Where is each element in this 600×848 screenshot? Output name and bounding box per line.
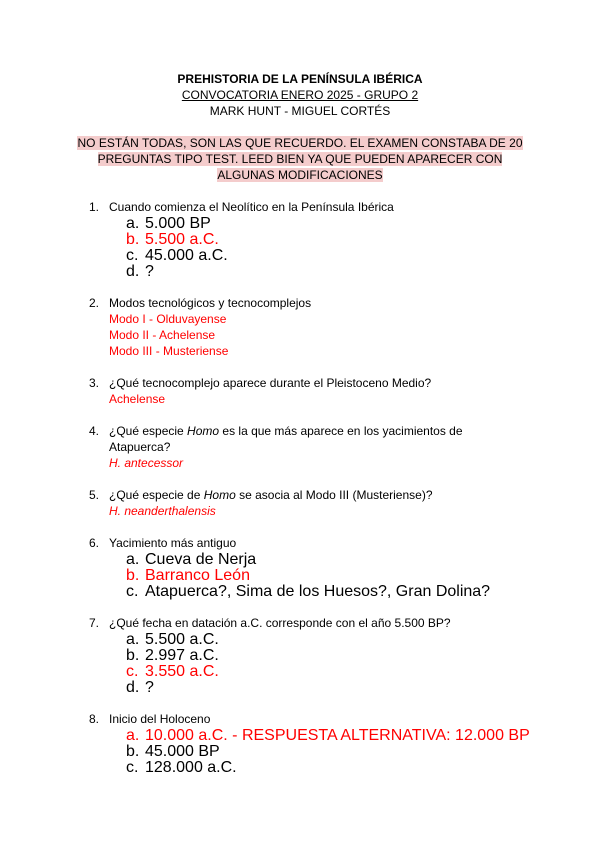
option-letter: c. (126, 759, 139, 776)
option-text: Atapuerca?, Sima de los Huesos?, Gran Dolina? (145, 583, 491, 600)
question-text: Atapuerca? (109, 440, 171, 454)
option-letter: a. (126, 727, 140, 744)
option-item (0, 647, 600, 663)
answer-text: Achelense (109, 392, 166, 406)
question-number: 1. (89, 200, 100, 214)
option-letter: d. (126, 263, 140, 280)
option-text: 128.000 a.C. (145, 759, 237, 776)
option-item (0, 215, 600, 231)
option-text: ? (145, 679, 154, 696)
document-title: PREHISTORIA DE LA PENÍNSULA IBÉRICA (177, 72, 423, 86)
option-text: 45.000 a.C. (145, 247, 228, 264)
option-text: 45.000 BP (145, 743, 220, 760)
question-number: 7. (89, 616, 100, 630)
answer-text: Modo II - Achelense (109, 328, 216, 342)
question-text: Inicio del Holoceno (109, 712, 211, 726)
option-letter: d. (126, 679, 140, 696)
question-number: 6. (89, 536, 100, 550)
option-letter: a. (126, 215, 140, 232)
option-text: 5.500 a.C. (145, 631, 219, 648)
option-item (0, 263, 600, 279)
answer-text: Modo I - Olduvayense (109, 312, 227, 326)
question-text-part: es la que más aparece en los yacimientos de (219, 424, 463, 438)
question-text-part: ¿Qué especie (109, 424, 188, 438)
option-text: ? (145, 263, 154, 280)
question-number: 3. (89, 376, 100, 390)
option-item-correct (0, 663, 600, 679)
question-text: Cuando comienza el Neolítico en la Península Ibérica (109, 200, 394, 214)
notice-box (70, 135, 530, 183)
option-item (0, 631, 600, 647)
option-item (0, 551, 600, 567)
option-letter: a. (126, 631, 140, 648)
option-text: 5.500 a.C. (145, 231, 219, 248)
option-letter: b. (126, 231, 140, 248)
question-text-part: ¿Qué especie de (109, 488, 204, 502)
question-text: Yacimiento más antiguo (109, 536, 237, 550)
option-item (0, 583, 600, 599)
notice-line-2: PREGUNTAS TIPO TEST. LEED BIEN YA QUE PUEDEN APARECER CON (97, 152, 503, 166)
option-text: Barranco León (145, 567, 250, 584)
notice-line-1: NO ESTÁN TODAS, SON LAS QUE RECUERDO. EL EXAMEN CONSTABA DE 20 (77, 136, 523, 150)
answer-text: Modo III - Musteriense (109, 344, 229, 358)
question-number: 4. (89, 424, 100, 438)
option-item (0, 743, 600, 759)
option-letter: b. (126, 647, 140, 664)
italic-term: Homo (203, 488, 236, 502)
option-item (0, 759, 600, 775)
question-text (109, 487, 479, 503)
option-text: 3.550 a.C. (145, 663, 219, 680)
question-text: ¿Qué tecnocomplejo aparece durante el Pleistoceno Medio? (109, 376, 432, 390)
notice-line-3: ALGUNAS MODIFICACIONES (217, 168, 383, 182)
italic-term: Homo (187, 424, 220, 438)
question-number: 2. (89, 296, 100, 310)
option-item-correct (0, 727, 600, 743)
document-subtitle: CONVOCATORIA ENERO 2025 - GRUPO 2 (181, 88, 419, 102)
option-item (0, 247, 600, 263)
question-text: ¿Qué fecha en datación a.C. corresponde con el año 5.500 BP? (109, 616, 451, 630)
option-text: 2.997 a.C. (145, 647, 219, 664)
option-item (0, 679, 600, 695)
answer-text: H. neanderthalensis (109, 504, 216, 518)
option-item-correct (0, 231, 600, 247)
option-letter: c. (126, 663, 139, 680)
option-text: 10.000 a.C. - RESPUESTA ALTERNATIVA: 12.000 BP (145, 727, 530, 744)
option-letter: a. (126, 551, 140, 568)
option-item-correct (0, 567, 600, 583)
answer-text: H. antecessor (109, 456, 184, 470)
question-text (109, 423, 479, 439)
question-text-part: se asocia al Modo III (Musteriense)? (235, 488, 433, 502)
option-letter: b. (126, 567, 140, 584)
question-number: 5. (89, 488, 100, 502)
document-authors: MARK HUNT - MIGUEL CORTÉS (209, 104, 391, 118)
option-letter: c. (126, 247, 139, 264)
option-text: Cueva de Nerja (145, 551, 257, 568)
option-text: 5.000 BP (145, 215, 211, 232)
option-letter: b. (126, 743, 140, 760)
question-number: 8. (89, 712, 100, 726)
option-letter: c. (126, 583, 139, 600)
question-text: Modos tecnológicos y tecnocomplejos (109, 296, 312, 310)
